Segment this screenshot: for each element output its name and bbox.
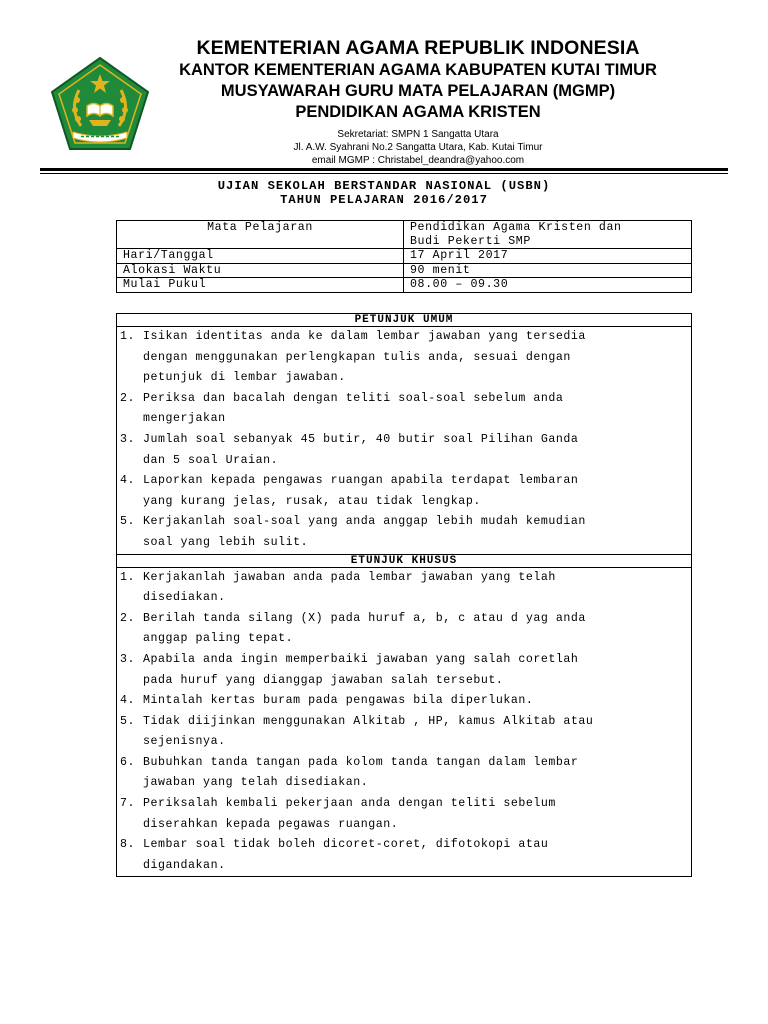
list-item	[117, 512, 691, 553]
list-item	[117, 471, 691, 512]
item-number: 1.	[120, 570, 136, 584]
item-text: Kerjakanlah jawaban anda pada lembar jawaban yang telah disediakan.	[143, 570, 556, 605]
list-item	[117, 430, 691, 471]
list-item	[117, 794, 691, 835]
list-item	[117, 712, 691, 753]
instructions-box	[116, 313, 692, 877]
list-item	[117, 327, 691, 389]
item-number: 3.	[120, 432, 136, 446]
item-number: 5.	[120, 515, 136, 529]
list-item	[117, 691, 691, 712]
item-text: Apabila anda ingin memperbaiki jawaban yang salah coretlah pada huruf yang dianggap jawaban salah tersebut.	[143, 652, 579, 687]
petunjuk-khusus-list	[117, 568, 691, 877]
item-number: 3.	[120, 652, 136, 666]
info-value	[404, 221, 692, 249]
petunjuk-umum-heading: PETUNJUK UMUM	[117, 314, 691, 327]
info-label: Hari/Tanggal	[117, 249, 404, 264]
item-text: Jumlah soal sebanyak 45 butir, 40 butir soal Pilihan Ganda dan 5 soal Uraian.	[143, 432, 579, 467]
item-text: Periksa dan bacalah dengan teliti soal-soal sebelum anda mengerjakan	[143, 391, 564, 426]
letterhead-line1: KEMENTERIAN AGAMA REPUBLIK INDONESIA	[196, 37, 640, 59]
item-text: Laporkan kepada pengawas ruangan apabila terdapat lembaran yang kurang jelas, rusak, atau tidak lengkap.	[143, 474, 579, 508]
list-item	[117, 835, 691, 876]
table-row	[117, 249, 692, 264]
info-label: Mulai Pukul	[117, 278, 404, 293]
item-number: 7.	[120, 797, 136, 811]
item-text: Periksalah kembali pekerjaan anda dengan teliti sebelum diserahkan kepada pegawas ruangan.	[143, 797, 556, 831]
item-number: 5.	[120, 714, 136, 728]
email: email MGMP : Christabel_deandra@yahoo.com	[311, 155, 525, 166]
exam-info-table	[116, 220, 692, 293]
exam-title-line2: TAHUN PELAJARAN 2016/2017	[280, 193, 488, 207]
petunjuk-umum-list	[117, 327, 691, 554]
exam-title	[0, 179, 768, 207]
info-value-line: Pendidikan Agama Kristen dan	[410, 221, 622, 234]
item-text: Isikan identitas anda ke dalam lembar jawaban yang tersedia dengan menggunakan perlengkapan tulis anda, sesuai dengan petunjuk di lembar jawaban.	[143, 330, 586, 385]
exam-title-line1: UJIAN SEKOLAH BERSTANDAR NASIONAL (USBN)	[217, 179, 551, 193]
table-row	[117, 263, 692, 278]
item-text: Tidak diijinkan menggunakan Alkitab , HP, kamus Alkitab atau sejenisnya.	[143, 714, 594, 749]
item-number: 1.	[120, 330, 136, 343]
info-label: Alokasi Waktu	[117, 263, 404, 278]
kementerian-agama-logo	[47, 54, 153, 154]
item-text: Kerjakanlah soal-soal yang anda anggap lebih mudah kemudian soal yang lebih sulit.	[143, 515, 586, 549]
letterhead-line3: MUSYAWARAH GURU MATA PELAJARAN (MGMP)	[220, 82, 616, 100]
item-text: Lembar soal tidak boleh dicoret-coret, difotokopi atau digandakan.	[143, 838, 549, 872]
item-number: 4.	[120, 694, 136, 708]
header-rule-thick	[40, 168, 728, 171]
address: Jl. A.W. Syahrani No.2 Sangatta Utara, Kab. Kutai Timur	[293, 142, 543, 153]
header-rule-thin	[40, 173, 728, 174]
info-value: 08.00 – 09.30	[404, 278, 692, 293]
list-item	[117, 389, 691, 430]
letterhead-line4: PENDIDIKAN AGAMA KRISTEN	[295, 103, 541, 121]
info-label: Mata Pelajaran	[117, 221, 404, 249]
list-item	[117, 650, 691, 691]
item-number: 4.	[120, 474, 136, 488]
item-text: Berilah tanda silang (X) pada huruf a, b, c atau d yag anda anggap paling tepat.	[143, 611, 586, 646]
item-number: 2.	[120, 391, 136, 405]
letterhead-line2: KANTOR KEMENTERIAN AGAMA KABUPATEN KUTAI TIMUR	[179, 61, 657, 79]
info-value: 90 menit	[404, 263, 692, 278]
petunjuk-khusus-heading: ETUNJUK KHUSUS	[117, 554, 691, 568]
list-item	[117, 609, 691, 650]
table-row	[117, 221, 692, 249]
info-value: 17 April 2017	[404, 249, 692, 264]
list-item	[117, 753, 691, 794]
item-number: 6.	[120, 755, 136, 769]
item-text: Mintalah kertas buram pada pengawas bila diperlukan.	[143, 694, 534, 708]
item-number: 8.	[120, 838, 136, 852]
table-row	[117, 278, 692, 293]
item-text: Bubuhkan tanda tangan pada kolom tanda tangan dalam lembar jawaban yang telah disediakan.	[143, 755, 579, 790]
info-value-line: Budi Pekerti SMP	[410, 234, 531, 248]
secretariat: Sekretariat: SMPN 1 Sangatta Utara	[337, 129, 499, 140]
item-number: 2.	[120, 611, 136, 625]
list-item	[117, 568, 691, 609]
